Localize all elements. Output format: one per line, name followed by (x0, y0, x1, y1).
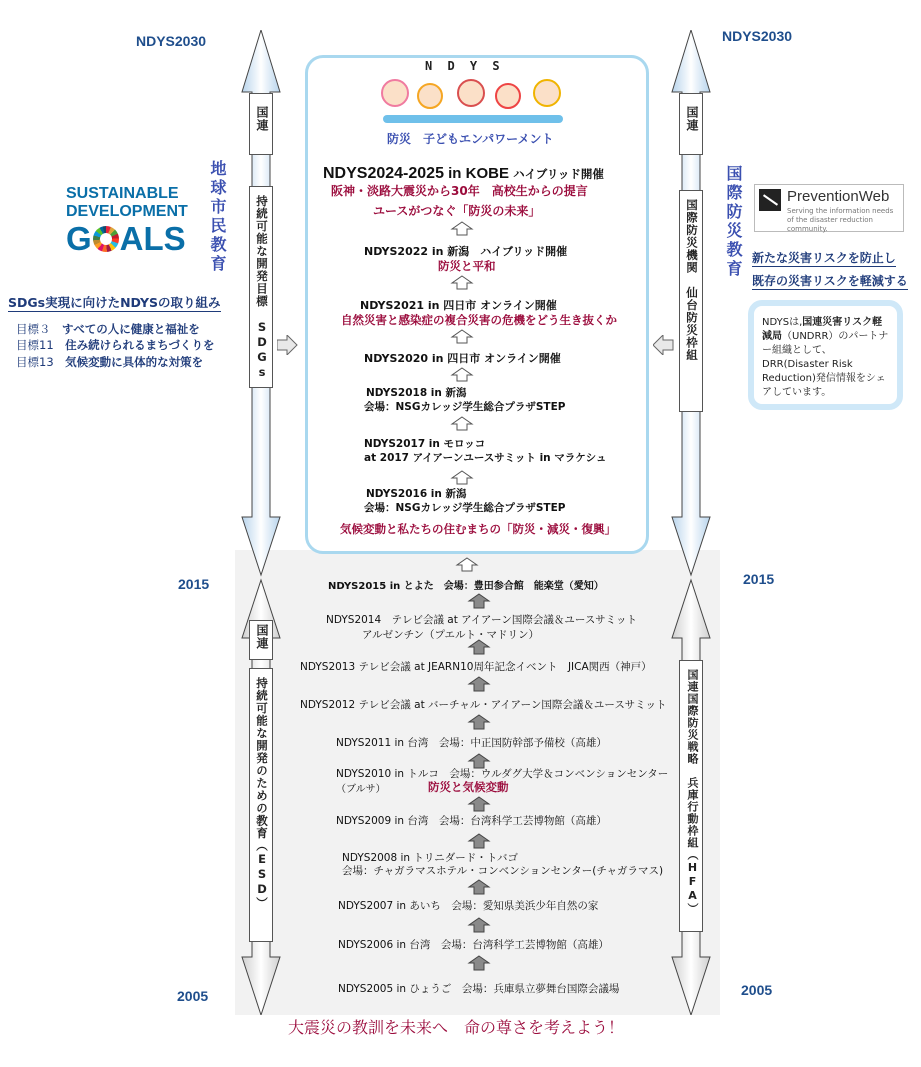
up-arrow-icon (452, 222, 472, 235)
event-2010-sub: 防災と気候変動 (428, 780, 509, 794)
event-2008-b: 会場：チャガラマスホテル・コンベンションセンター(チャガラマス) (342, 865, 664, 877)
intl-drr-label: 国際防災教育 (724, 165, 743, 279)
up-arrow-icon (457, 558, 477, 571)
event-2016-a: NDYS2016 in 新潟 (366, 488, 467, 500)
sdgs-logo-line2: DEVELOPMENT (66, 203, 188, 220)
event-2024-sub2: ユースがつなぐ「防災の未来」 (373, 204, 541, 218)
up-arrow-icon (452, 417, 472, 430)
event-2007: NDYS2007 in あいち 会場：愛知県美浜少年自然の家 (338, 900, 599, 912)
sdg-goal-11: 目標11 住み続けられるまちづくりを (16, 338, 215, 352)
undrr-note: NDYSは,国連災害リスク軽減局（UNDRR）のパートナー組織として、DRR(Disaster Risk Reduction)発信情報をシェアしています。 (748, 300, 903, 410)
preventionweb-name: PreventionWeb (787, 188, 890, 205)
event-2018-b: 会場：NSGカレッジ学生総合プラザSTEP (364, 401, 566, 413)
left-un-label: 国連 (255, 106, 269, 132)
left-un-lower-label: 国連 (255, 624, 269, 650)
sdg-goal-13: 目標13 気候変動に具体的な対策を (16, 355, 204, 369)
event-2022: NDYS2022 in 新潟 ハイブリッド開催 (364, 245, 568, 258)
footer-message: 大震災の教訓を未来へ 命の尊さを考えよう！ (288, 1018, 625, 1037)
gray-up-arrow-icon (469, 715, 489, 729)
drr-line2: 既存の災害リスクを軽減する (752, 274, 908, 288)
event-2015: NDYS2015 in とよた 会場：豊田参合館 能楽堂（愛知） (328, 581, 604, 592)
event-2024-sub1: 阪神・淡路大震災から30年 高校生からの提言 (331, 184, 588, 198)
gray-up-arrow-icon (469, 918, 489, 932)
banner-tagline: 防災 子どもエンパワーメント (387, 132, 554, 146)
year-bottom-right: 2005 (741, 982, 773, 998)
year-top-left: NDYS2030 (136, 33, 207, 49)
event-2009: NDYS2009 in 台湾 会場：台湾科学工芸博物館（高雄） (336, 815, 607, 827)
event-2011: NDYS2011 in 台湾 会場：中正国防幹部予備校（高雄） (336, 737, 607, 749)
event-2020: NDYS2020 in 四日市 オンライン開催 (364, 352, 561, 365)
gray-up-arrow-icon (469, 880, 489, 894)
year-bottom-left: 2005 (177, 988, 209, 1004)
year-mid-right: 2015 (743, 571, 775, 587)
event-2017-b: at 2017 アイアーンユースサミット in マラケシュ (364, 452, 607, 464)
event-2010-b: （ブルサ） (336, 784, 386, 795)
event-2013: NDYS2013 テレビ会議 at JEARN10周年記念イベント JICA関西（神戸） (300, 661, 652, 673)
right-un-label: 国連 (685, 106, 699, 132)
event-2014-b: アルゼンチン（プエルト・マドリン） (362, 629, 540, 641)
global-citizen-label: 地球市民教育 (208, 160, 227, 274)
up-arrow-icon (452, 276, 472, 289)
preventionweb-tagline: Serving the information needs of the disaster reduction community. (787, 207, 894, 233)
up-arrow-icon (452, 368, 472, 381)
left-sdgs-label: 持続可能な開発目標 SDGs (255, 195, 269, 380)
gray-up-arrow-icon (469, 797, 489, 811)
sdgs-heading: SDGs実現に向けたNDYSの取り組み (8, 295, 221, 310)
gray-up-arrow-icon (469, 677, 489, 691)
event-2017-a: NDYS2017 in モロッコ (364, 438, 486, 450)
event-2008-a: NDYS2008 in トリニダード・トバゴ (342, 852, 518, 864)
up-arrow-icon (452, 471, 472, 484)
sdgs-logo-als: ALS (119, 220, 186, 257)
event-2006: NDYS2006 in 台湾 会場：台湾科学工芸博物館（高雄） (338, 939, 609, 951)
event-2021: NDYS2021 in 四日市 オンライン開催 (360, 299, 557, 312)
ndys-banner-letters: N D Y S (425, 59, 504, 73)
event-2010-a: NDYS2010 in トルコ 会場：ウルダグ大学＆コンベンションセンター (336, 768, 669, 780)
sdgs-logo-line1: SUSTAINABLE (66, 185, 179, 202)
gray-up-arrow-icon (469, 834, 489, 848)
event-2012: NDYS2012 テレビ会議 at バーチャル・アイアーン国際会議＆ユースサミット (300, 699, 667, 711)
right-sendai-label: 国際防災機関 仙台防災枠組 (685, 199, 699, 362)
event-2005: NDYS2005 in ひょうご 会場：兵庫県立夢舞台国際会議場 (338, 983, 620, 995)
year-mid-left: 2015 (178, 576, 210, 592)
year-top-right: NDYS2030 (722, 28, 793, 44)
up-arrow-icon (452, 330, 472, 343)
sdg-goal-3: 目標３ すべての人に健康と福祉を (16, 322, 200, 336)
gray-up-arrow-icon (469, 640, 489, 654)
event-2016-b: 会場：NSGカレッジ学生総合プラザSTEP (364, 502, 566, 514)
sdgs-logo-g: G (66, 220, 92, 257)
event-2021-sub: 自然災害と感染症の複合災害の危機をどう生き抜くか (341, 313, 617, 327)
gray-up-arrow-icon (469, 956, 489, 970)
right-hfa-label: 国連国際防災戦略 兵庫行動枠組（HFA） (686, 669, 699, 915)
drr-line1: 新たな災害リスクを防止し (752, 251, 896, 265)
event-2014-a: NDYS2014 テレビ会議 at アイアーン国際会議＆ユースサミット (326, 614, 637, 626)
event-2018-a: NDYS2018 in 新潟 (366, 387, 467, 399)
left-esd-label: 持続可能な開発のための教育（ESD） (255, 677, 269, 910)
event-2024: NDYS2024-2025 in KOBE ハイブリッド開催 (323, 165, 604, 182)
recent-theme: 気候変動と私たちの住むまちの「防災・減災・復興」 (340, 522, 616, 536)
gray-up-arrow-icon (469, 594, 489, 608)
event-2022-sub: 防災と平和 (438, 259, 496, 273)
